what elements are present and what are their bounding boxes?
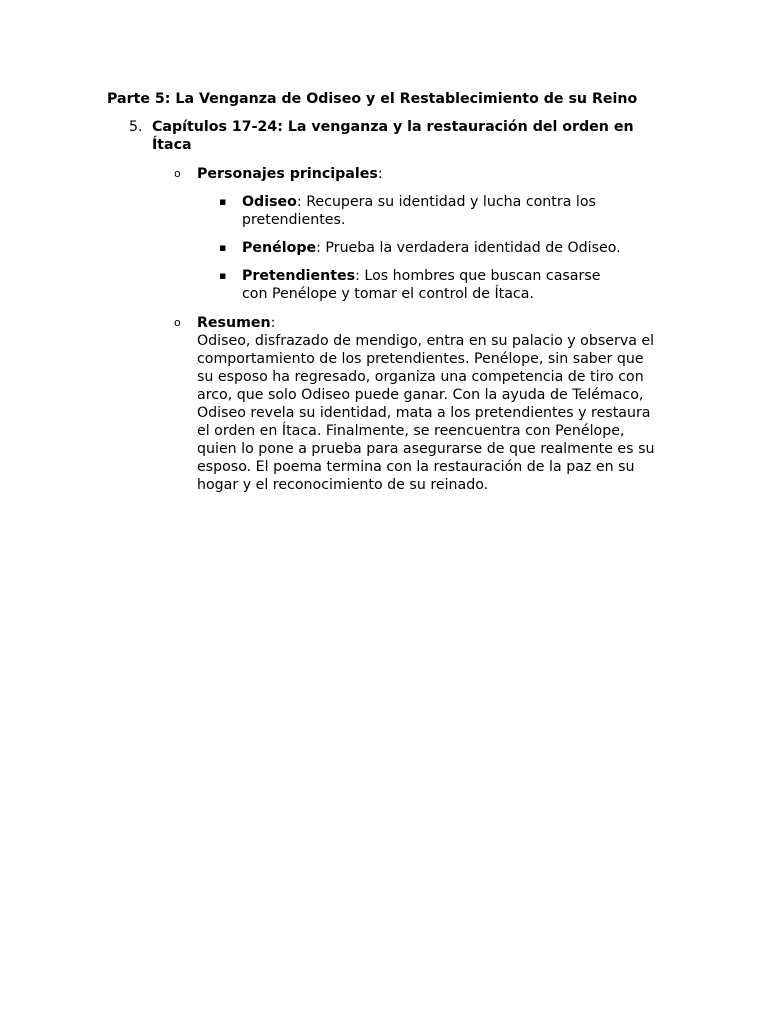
summary-colon: : — [270, 315, 276, 331]
list-item-pretendientes — [242, 267, 627, 303]
circle-bullet-icon: o — [174, 167, 181, 180]
square-bullet-icon: ▪ — [219, 241, 227, 254]
chapter-title: Capítulos 17-24: La venganza y la restauración del orden en Ítaca — [152, 119, 634, 153]
circle-bullet-icon: o — [174, 316, 181, 329]
summary-heading — [197, 314, 659, 332]
square-bullet-icon: ▪ — [219, 269, 227, 282]
character-description: : Los hombres que buscan casarse con Penélope y tomar el control de Ítaca. — [242, 268, 601, 302]
list-item-odiseo — [242, 193, 602, 229]
character-description: : Recupera su identidad y lucha contra los pretendientes. — [242, 194, 596, 228]
characters-label: Personajes principales — [197, 166, 378, 182]
characters-heading — [197, 165, 667, 183]
character-description: : Prueba la verdadera identidad de Odiseo. — [316, 240, 621, 256]
section-heading: Parte 5: La Venganza de Odiseo y el Restablecimiento de su Reino — [107, 91, 638, 107]
characters-colon: : — [377, 166, 383, 182]
character-name: Penélope — [242, 240, 317, 256]
list-item-penelope — [242, 239, 642, 257]
list-number: 5. — [129, 119, 143, 135]
character-name: Odiseo — [242, 194, 297, 210]
summary-block — [197, 314, 659, 494]
square-bullet-icon: ▪ — [219, 195, 227, 208]
character-name: Pretendientes — [242, 268, 356, 284]
summary-text: Odiseo, disfrazado de mendigo, entra en su palacio y observa el comportamiento de los pretendientes. Penélope, sin saber que su esposo ha regresado, organiza una competencia de tiro con arco, que solo Odiseo puede ganar. Con la ayuda de Telémaco, Odiseo revela su identidad, mata a los pretendientes y restaura el orden en Ítaca. Finalmente, se reencuentra con Penélope, quien lo pone a prueba para asegurarse de que realmente es su esposo. El poema termina con la restauración de la paz en su hogar y el reconocimiento de su reinado. — [197, 333, 655, 493]
summary-label: Resumen — [197, 315, 271, 331]
